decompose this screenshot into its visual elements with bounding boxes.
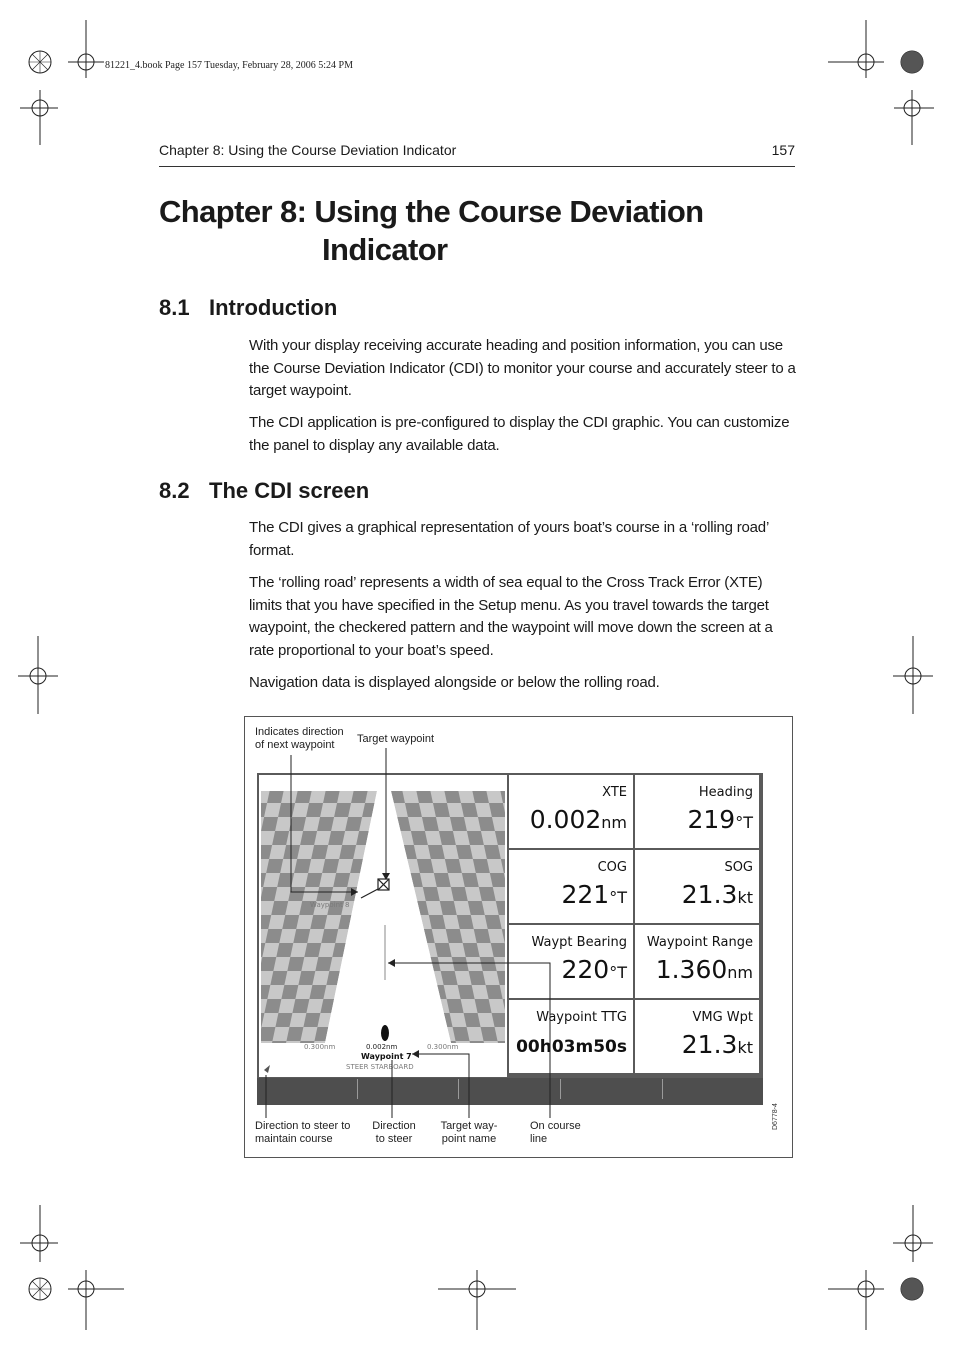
figure-id: D6778-4 — [772, 1103, 779, 1130]
paragraph: The CDI application is pre-configured to display the CDI graphic. You can customize the panel to display any available data. — [249, 414, 790, 454]
printer-slug: 81221_4.book Page 157 Tuesday, February 28, 2006 5:24 PM — [105, 60, 353, 71]
data-value: 21.3kt — [681, 1030, 753, 1059]
data-label: COG — [597, 860, 627, 875]
callout-target-waypoint: Target waypoint — [357, 733, 435, 745]
callout-waypoint-name: Target way-point name — [440, 1120, 498, 1145]
data-value: 00h03m50s — [516, 1037, 627, 1057]
data-label: Waypt Bearing — [531, 935, 627, 950]
xte-center-value: 0.002nm — [366, 1043, 398, 1051]
page-number: 157 — [771, 142, 795, 158]
chapter-title-line2: Indicator — [322, 232, 448, 267]
paragraph: With your display receiving accurate heading and position information, you can use the Course Deviation Indicator (CDI) to monitor your course and accurately steer to a target waypoint. — [249, 337, 796, 399]
xte-left-limit: 0.300nm — [304, 1043, 336, 1051]
callout-direction-to-steer: Direction to steer — [372, 1120, 416, 1145]
running-head-title: Chapter 8: Using the Course Deviation Indicator — [159, 142, 457, 158]
chapter-title-line1: Chapter 8: Using the Course Deviation — [159, 194, 704, 229]
section-title: Introduction — [209, 295, 338, 320]
target-waypoint-name: Waypoint 7 — [361, 1052, 412, 1061]
next-waypoint-label: Waypoint 8 — [310, 901, 350, 909]
steer-instruction: STEER STARBOARD — [346, 1063, 414, 1071]
data-value: 219°T — [687, 805, 753, 834]
callout-on-course-line: On course line — [530, 1120, 581, 1145]
section-number: 8.2 — [159, 478, 190, 503]
data-label: Waypoint Range — [646, 935, 753, 950]
data-value: 21.3kt — [681, 880, 753, 909]
callout-steer-to-maintain: Direction to steer to maintain course — [255, 1120, 351, 1145]
paragraph: The CDI gives a graphical representation of yours boat’s course in a ‘rolling road’ format. — [249, 519, 769, 559]
data-value: 1.360nm — [655, 955, 753, 984]
data-value: 220°T — [561, 955, 627, 984]
data-value: 221°T — [561, 880, 627, 909]
data-label: Heading — [698, 785, 753, 800]
data-label: VMG Wpt — [692, 1010, 753, 1025]
section-number: 8.1 — [159, 295, 190, 320]
data-label: XTE — [602, 785, 627, 800]
data-label: SOG — [724, 860, 753, 875]
paragraph: The ‘rolling road’ represents a width of sea equal to the Cross Track Error (XTE) limits that you have specified in the Setup menu. As you travel towards the target waypoint, the checkered pattern and the waypoint will move down the screen at a rate proportional to your boat’s speed. — [249, 574, 773, 659]
data-label: Waypoint TTG — [536, 1010, 627, 1025]
paragraph: Navigation data is displayed alongside or below the rolling road. — [249, 674, 660, 691]
xte-right-limit: 0.300nm — [427, 1043, 459, 1051]
data-value: 0.002nm — [529, 805, 627, 834]
callout-next-waypoint: Indicates direction of next waypoint — [255, 726, 344, 751]
section-title: The CDI screen — [209, 478, 370, 503]
